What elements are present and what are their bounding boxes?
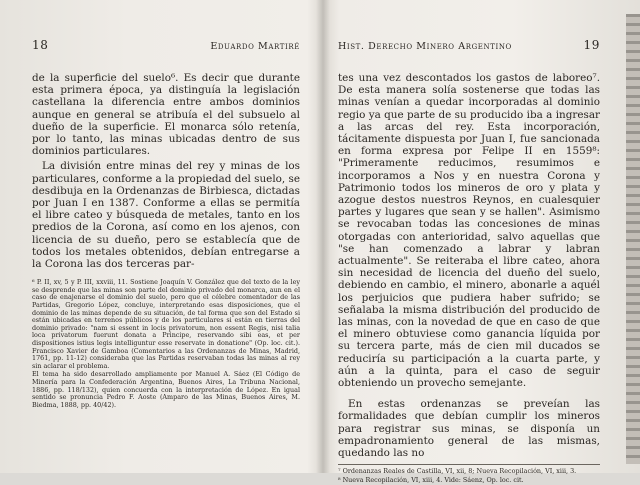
left-footnotes [32, 279, 300, 409]
left-page [32, 38, 300, 410]
spiral-binding [626, 14, 640, 464]
footnote: ⁸ Nueva Recopilación, VI, xiii, 4. Vide: Sáenz, Op. loc. cit. [338, 475, 524, 484]
left-page-body [32, 72, 300, 270]
left-paragraph: La división entre minas del rey y minas de los particulares, conforme a la propiedad del suelo, se desdibuja en la Ordenanzas de Birbiesca, dictadas por Juan I en 1387. Conforme a ellas se permitía el libre cateo y búsqueda de metales, tanto en los predios de la Corona, así como en los ajenos, con licencia de su dueño, pero se establecía que de todos los metales obtenidos, debían entregarse a la Corona las dos terceras par- [32, 160, 300, 271]
footnote: ⁶ P. II, xv, 5 y P. III, xxviii, 11. Sostiene Joaquín V. González que del texto de la ley se desprende que las minas son parte del dominio privado del monarca, aun en el caso de enajenarse el dominio del suelo, pero que el célebre comentador de las Partidas, Gregorio López, concluye, interpretando esas disposiciones, que el dominio de las minas depende de su situación, de tal forma que son del Estado si están ubicadas en terrenos públicos y de los particulares si están en tierras del dominio privado: "nam si essent in locis privatorum, non essent Regis, nisi talia loca privatorum fuerunt donata a Principe, reservando sibi eas, et per dispositiones istius legis intelliguntur esse reservate in donatione" (Op. loc. cit.). Francisco Xavier de Gamboa (Comentarios a las Ordenanzas de Minas, Madrid, 1761, pp. 11-12) consideraba que las Partidas reservaban todas las minas al rey sin aclarar el problema. [32, 278, 300, 370]
footnote: El tema ha sido desarrollado ampliamente por Manuel A. Sáez (El Código de Minería para la Confederación Argentina, Buenos Aires, La Tribuna Nacional, 1886, pp. 118/132), quien concuerda con la interpretación de López. En igual sentido se pronuncia Pedro F. Aoste (Amparo de las Minas, Buenos Aires, M. Biedma, 1888, pp. 40/42). [32, 370, 300, 409]
right-footnotes [338, 464, 600, 484]
left-paragraph: de la superficie del suelo⁶. Es decir que durante esta primera época, ya distinguía la legislación castellana la diferencia entre ambos dominios aunque en general se atribuía el del subsuelo al dueño de la superficie. El monarca sólo retenía, por lo tanto, las minas ubicadas dentro de sus dominios particulares. [32, 72, 300, 158]
left-page-number: 18 [32, 38, 49, 52]
right-page [338, 38, 600, 485]
left-page-header [32, 38, 300, 52]
right-paragraph: En estas ordenanzas se preveían las formalidades que debían cumplir los mineros para registrar sus minas, se disponía un empadronamiento general de las mismas, quedando las no [338, 398, 600, 460]
right-paragraph: tes una vez descontados los gastos de laboreo⁷. De esta manera solía sostenerse que todas las minas venían a quedar incorporadas al dominio regio ya que parte de su producido iba a ingresar a las arcas del rey. Esta incorporación, tácitamente dispuesta por Juan I, fue sancionada en forma expresa por Felipe II en 1559⁸: "Primeramente reducimos, resumimos e incorporamos a Nos y en nuestra Corona y Patrimonio todos los mineros de oro y plata y azogue destos nuestros Reynos, en cualesquier partes y lugares que sean y se hallen". Asimismo se revocaban todas las concesiones de minas otorgadas con anterioridad, salvo aquellas que "se han comenzado a labrar y labran actualmente". Se reiteraba el libre cateo, ahora sin necesidad de licencia del dueño del suelo, debiendo en cambio, el minero, abonarle a aquél los perjuicios que pudiera haber sufrido; se señalaba la misma distribución del producido de las minas, con la novedad de que en caso de que el minero obtuviese como ganancia líquida por su tercera parte, más de cien mil ducados se reduciría su participación a la cuarta parte, y aún a la quinta, para el caso de seguir obteniendo un provecho semejante. [338, 72, 600, 390]
left-running-head: Eduardo Martiré [210, 41, 300, 52]
book-gutter [316, 0, 330, 473]
footnote: ⁷ Ordenanzas Reales de Castilla, VI, xii, 8; Nueva Recopilación, VI, xiii, 3. [338, 467, 577, 476]
right-page-body [338, 72, 600, 459]
right-page-number: 19 [583, 38, 600, 52]
right-running-head: Hist. Derecho Minero Argentino [338, 41, 512, 52]
right-page-header [338, 38, 600, 52]
